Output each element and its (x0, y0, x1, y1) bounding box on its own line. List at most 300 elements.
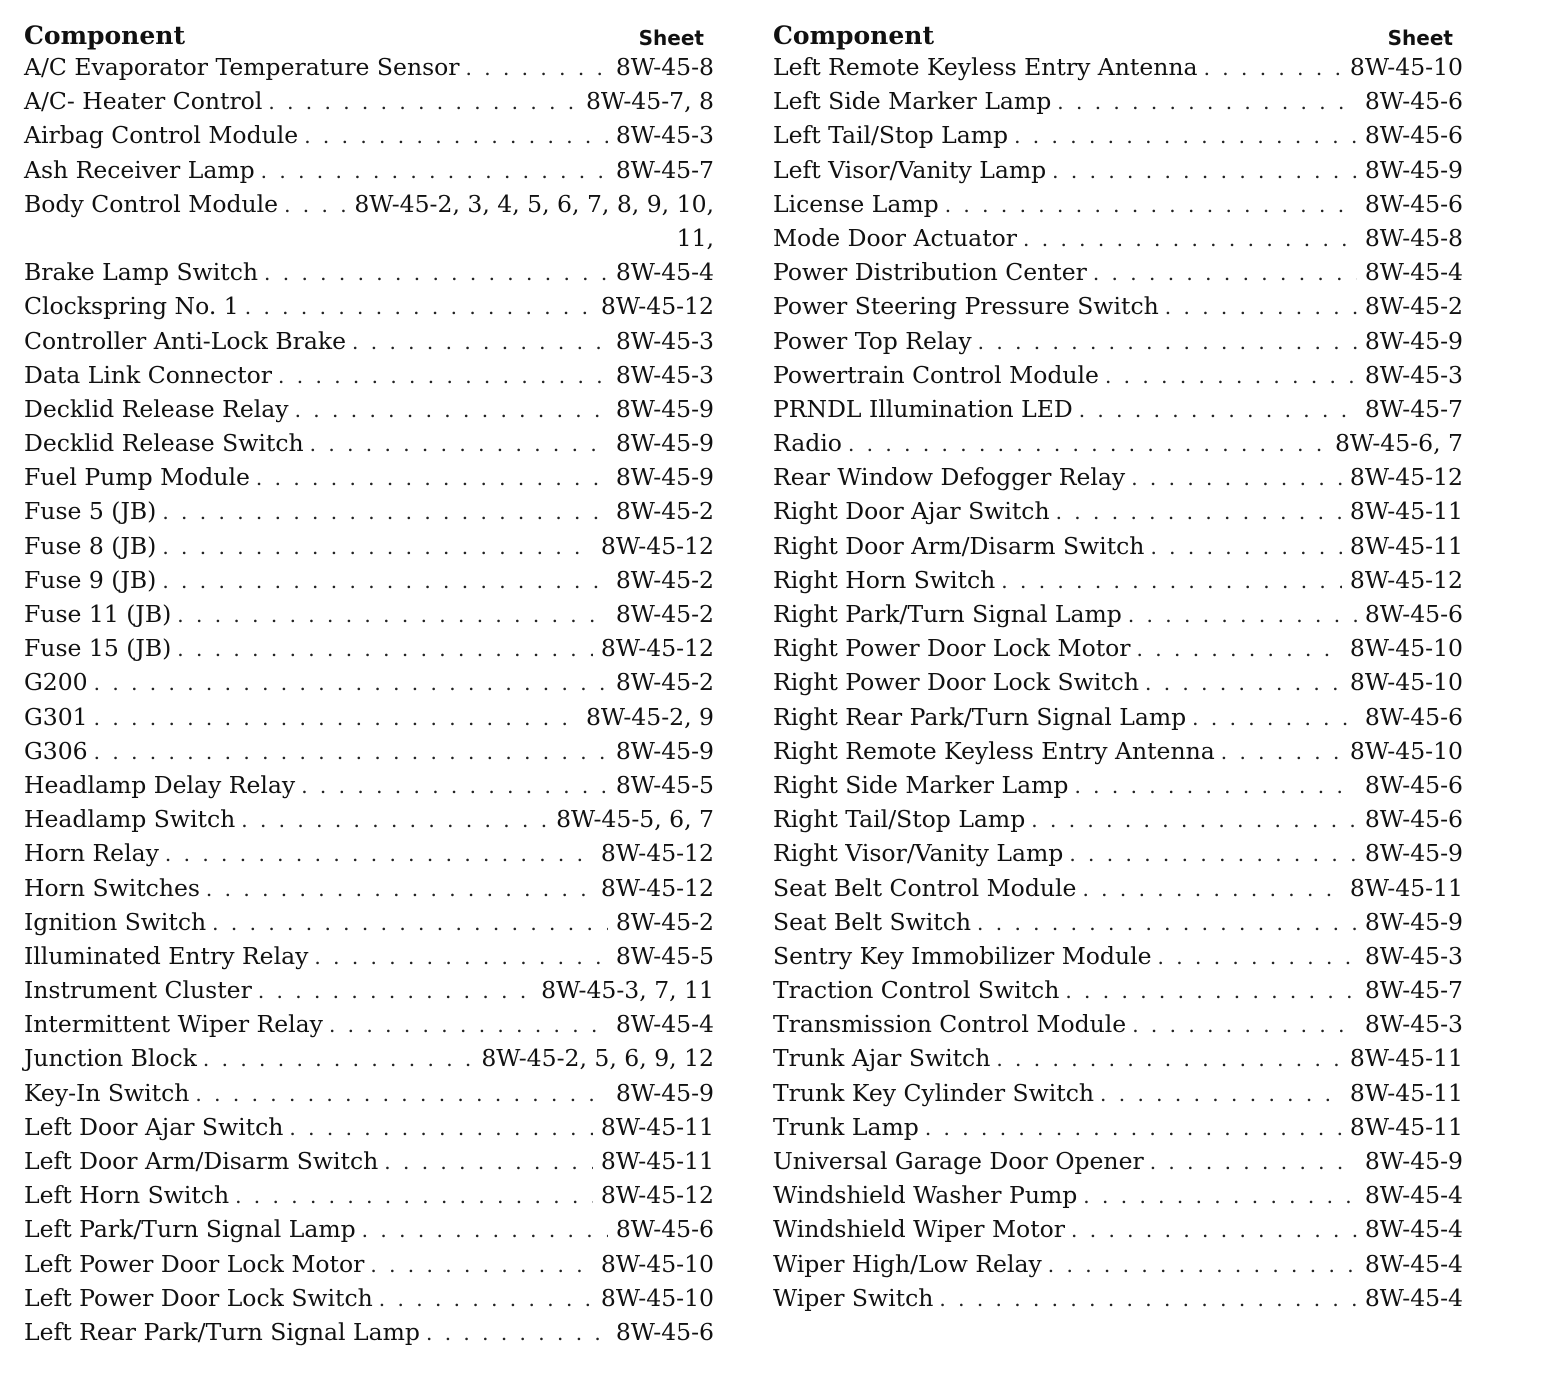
sheet-reference: 8W-45-4 (615, 1010, 714, 1039)
component-name: Universal Garage Door Opener (773, 1147, 1144, 1175)
list-item (773, 1041, 1463, 1075)
sheet-heading: Sheet (1387, 26, 1453, 50)
list-item (773, 836, 1463, 870)
component-name: Clockspring No. 1 (24, 292, 239, 321)
sheet-heading: Sheet (638, 26, 704, 50)
component-name: G301 (24, 702, 88, 731)
component-name: Left Tail/Stop Lamp (773, 121, 1009, 150)
dot-leader (241, 803, 548, 837)
dot-leader (165, 837, 593, 871)
dot-leader (1079, 393, 1357, 427)
list-item (24, 324, 714, 358)
dot-leader (264, 256, 608, 290)
sheet-reference: 8W-45-3, 7, 11 (541, 976, 714, 1005)
component-name: Key-In Switch (24, 1078, 190, 1107)
dot-leader (284, 188, 346, 222)
sheet-reference: 8W-45-4 (1364, 258, 1463, 287)
list-item (773, 392, 1463, 426)
component-name: Mode Door Actuator (773, 223, 1018, 252)
list-item (773, 563, 1463, 597)
dot-leader (177, 598, 608, 632)
list-item (24, 768, 714, 802)
dot-leader (1057, 85, 1357, 119)
sheet-reference: 8W-45-4 (1364, 1215, 1463, 1244)
list-item (24, 50, 714, 84)
list-item (773, 118, 1463, 152)
dot-leader (314, 940, 607, 974)
component-name: Instrument Cluster (24, 976, 252, 1005)
sheet-reference: 8W-45-7 (1364, 394, 1463, 423)
sheet-reference: 8W-45-11 (1349, 497, 1463, 526)
list-item (24, 597, 714, 631)
sheet-reference: 8W-45-4 (1364, 1283, 1463, 1312)
sheet-reference: 8W-45-11 (1349, 873, 1463, 902)
component-name: Fuse 9 (JB) (24, 565, 157, 594)
sheet-reference: 8W-45-6 (1364, 770, 1463, 799)
list-item (24, 905, 714, 939)
list-item (24, 118, 714, 152)
dot-leader (996, 1042, 1342, 1076)
sheet-reference: 8W-45-2 (615, 668, 714, 697)
component-list (24, 50, 714, 1349)
list-item (773, 221, 1463, 255)
component-name: Decklid Release Relay (24, 394, 289, 423)
component-name: Powertrain Control Module (773, 360, 1099, 389)
dot-leader (426, 1316, 608, 1350)
dot-leader (235, 1179, 593, 1213)
sheet-reference: 8W-45-9 (1364, 155, 1463, 184)
list-item (773, 597, 1463, 631)
dot-leader (1192, 701, 1357, 735)
list-item (773, 734, 1463, 768)
sheet-reference: 8W-45-9 (1364, 907, 1463, 936)
sheet-reference: 8W-45-9 (1364, 326, 1463, 355)
component-name: Trunk Ajar Switch (773, 1044, 991, 1073)
sheet-reference: 8W-45-4 (1364, 1249, 1463, 1278)
list-item (24, 871, 714, 905)
sheet-reference: 8W-45-10 (600, 1283, 714, 1312)
sheet-reference: 8W-45-9 (1364, 1147, 1463, 1175)
sheet-reference: 8W-45-7 (1364, 976, 1463, 1005)
component-name: Trunk Lamp (773, 1112, 919, 1141)
sheet-reference: 8W-45-2 (615, 600, 714, 628)
list-item (24, 1281, 714, 1315)
list-item (773, 905, 1463, 939)
dot-leader (1023, 222, 1357, 256)
component-name: Right Rear Park/Turn Signal Lamp (773, 702, 1187, 731)
component-name: Right Door Arm/Disarm Switch (773, 531, 1145, 560)
dot-leader (1105, 359, 1357, 393)
component-name: Brake Lamp Switch (24, 258, 259, 287)
component-name: Right Tail/Stop Lamp (773, 805, 1026, 834)
component-name: Left Power Door Lock Switch (24, 1283, 373, 1312)
dot-leader (1204, 51, 1342, 85)
dot-leader (978, 325, 1357, 359)
sheet-reference: 8W-45-9 (615, 1078, 714, 1107)
dot-leader (1137, 632, 1342, 666)
component-name: Headlamp Delay Relay (24, 770, 296, 799)
list-item (24, 289, 714, 323)
sheet-reference: 8W-45-2 (615, 565, 714, 594)
list-item (24, 358, 714, 392)
sheet-reference: 8W-45-10 (600, 1249, 714, 1278)
list-item (773, 50, 1463, 84)
component-name: Right Remote Keyless Entry Antenna (773, 736, 1215, 765)
sheet-reference: 8W-45-7 (615, 155, 714, 184)
sheet-reference: 8W-45-12 (600, 531, 714, 560)
dot-leader (1100, 1077, 1342, 1111)
component-name: Right Horn Switch (773, 565, 996, 594)
sheet-reference: 8W-45-7, 8 (585, 87, 714, 116)
component-name: Left Rear Park/Turn Signal Lamp (24, 1317, 420, 1346)
list-item (24, 460, 714, 494)
list-item (773, 358, 1463, 392)
sheet-reference: 8W-45-11 (1349, 1112, 1463, 1141)
component-name: A/C- Heater Control (24, 87, 263, 116)
list-item (24, 973, 714, 1007)
component-name: Controller Anti-Lock Brake (24, 326, 347, 355)
sheet-reference: 8W-45-2 (1364, 292, 1463, 321)
dot-leader (1014, 119, 1357, 153)
dot-leader (1131, 461, 1342, 495)
dot-leader (304, 119, 608, 153)
dot-leader (1150, 1145, 1357, 1179)
component-name: Power Steering Pressure Switch (773, 292, 1159, 321)
component-name: Left Remote Keyless Entry Antenna (773, 53, 1198, 81)
list-item (24, 1007, 714, 1041)
component-name: Left Side Marker Lamp (773, 87, 1052, 116)
component-name: Right Power Door Lock Motor (773, 634, 1131, 663)
dot-leader (1082, 872, 1341, 906)
component-name: G306 (24, 736, 88, 765)
list-item (773, 1144, 1463, 1178)
component-name: PRNDL Illumination LED (773, 394, 1073, 423)
component-name: Transmission Control Module (773, 1010, 1127, 1039)
dot-leader (1165, 290, 1357, 324)
list-item (24, 255, 714, 289)
sheet-reference: 8W-45-2 (615, 907, 714, 936)
sheet-reference: 8W-45-6 (615, 1215, 714, 1244)
list-item (773, 871, 1463, 905)
dot-leader (268, 85, 578, 119)
list-item (24, 187, 714, 221)
component-name: Decklid Release Switch (24, 429, 304, 458)
dot-leader (1074, 769, 1356, 803)
dot-leader (1052, 154, 1357, 188)
sheet-reference: 8W-45-9 (615, 736, 714, 765)
sheet-reference: 8W-45-10 (1349, 53, 1463, 81)
dot-leader (939, 1282, 1356, 1316)
list-item (773, 1281, 1463, 1315)
component-name: Horn Switches (24, 873, 200, 902)
list-item (24, 494, 714, 528)
component-name: Left Park/Turn Signal Lamp (24, 1215, 356, 1244)
sheet-reference: 8W-45-3 (1364, 941, 1463, 970)
sheet-reference: 11, (676, 223, 714, 252)
component-name: Left Power Door Lock Motor (24, 1249, 365, 1278)
component-name: Windshield Washer Pump (773, 1181, 1078, 1210)
sheet-reference: 8W-45-12 (600, 634, 714, 663)
component-name: Power Distribution Center (773, 258, 1087, 287)
list-item (773, 460, 1463, 494)
sheet-reference: 8W-45-3 (615, 360, 714, 389)
list-item (24, 1144, 714, 1178)
sheet-reference: 8W-45-3 (615, 326, 714, 355)
column-header (773, 16, 1463, 50)
list-item (773, 255, 1463, 289)
sheet-reference: 8W-45-11 (600, 1112, 714, 1141)
list-item (773, 324, 1463, 358)
component-name: Illuminated Entry Relay (24, 941, 309, 970)
list-item (24, 1110, 714, 1144)
list-item (773, 529, 1463, 563)
sheet-reference: 8W-45-5 (615, 770, 714, 799)
sheet-reference: 8W-45-9 (615, 394, 714, 423)
list-item (773, 1110, 1463, 1144)
sheet-reference: 8W-45-5, 6, 7 (556, 805, 714, 834)
dot-leader (278, 359, 608, 393)
list-item (773, 1076, 1463, 1110)
component-name: Right Door Ajar Switch (773, 497, 1050, 526)
sheet-reference: 8W-45-12 (1349, 463, 1463, 492)
list-item (773, 1212, 1463, 1246)
dot-leader (1132, 1008, 1357, 1042)
dot-leader (206, 872, 593, 906)
dot-leader (1001, 564, 1342, 598)
sheet-reference: 8W-45-8 (615, 53, 714, 81)
component-name: Left Visor/Vanity Lamp (773, 155, 1047, 184)
dot-leader (162, 530, 593, 564)
dot-leader (848, 427, 1327, 461)
sheet-reference: 8W-45-6, 7 (1334, 429, 1463, 458)
dot-leader (94, 701, 578, 735)
sheet-reference: 8W-45-3 (1364, 360, 1463, 389)
dot-leader (258, 974, 533, 1008)
sheet-reference: 8W-45-6 (1364, 702, 1463, 731)
dot-leader (1150, 530, 1341, 564)
component-name: Right Side Marker Lamp (773, 770, 1069, 799)
component-index-left-column (24, 16, 714, 1349)
dot-leader (261, 154, 608, 188)
list-item (24, 734, 714, 768)
list-item (24, 1041, 714, 1075)
list-item (773, 802, 1463, 836)
dot-leader (945, 188, 1357, 222)
component-heading: Component (773, 21, 934, 50)
component-name: Fuse 8 (JB) (24, 531, 157, 560)
component-name: A/C Evaporator Temperature Sensor (24, 53, 460, 81)
sheet-reference: 8W-45-6 (1364, 600, 1463, 628)
dot-leader (362, 1213, 608, 1247)
component-name: Right Power Door Lock Switch (773, 668, 1139, 697)
list-item (24, 1247, 714, 1281)
component-name: Body Control Module (24, 189, 279, 218)
sheet-reference: 8W-45-6 (1364, 87, 1463, 116)
component-name: Fuse 5 (JB) (24, 497, 157, 526)
dot-leader (94, 735, 608, 769)
component-name: Ash Receiver Lamp (24, 155, 255, 184)
component-name: Wiper High/Low Relay (773, 1249, 1042, 1278)
dot-leader (384, 1145, 593, 1179)
dot-leader (466, 51, 608, 85)
sheet-reference: 8W-45-11 (1349, 1044, 1463, 1073)
component-name: Power Top Relay (773, 326, 972, 355)
sheet-reference: 8W-45-4 (615, 258, 714, 287)
sheet-reference: 8W-45-4 (1364, 1181, 1463, 1210)
sheet-reference: 8W-45-12 (600, 1181, 714, 1210)
dot-leader (310, 427, 608, 461)
list-item (773, 426, 1463, 460)
component-name: Trunk Key Cylinder Switch (773, 1078, 1095, 1107)
list-item (24, 1212, 714, 1246)
list-item (24, 631, 714, 665)
sheet-reference: 8W-45-12 (600, 873, 714, 902)
sheet-reference: 8W-45-11 (1349, 531, 1463, 560)
sheet-reference: 8W-45-2, 5, 6, 9, 12 (481, 1044, 714, 1073)
sheet-reference: 8W-45-10 (1349, 736, 1463, 765)
dot-leader (329, 1008, 608, 1042)
list-item (24, 426, 714, 460)
sheet-reference: 8W-45-2, 9 (585, 702, 714, 731)
dot-leader (1048, 1248, 1357, 1282)
dot-leader (1158, 940, 1357, 974)
dot-leader (379, 1282, 593, 1316)
list-item (773, 494, 1463, 528)
component-name: Sentry Key Immobilizer Module (773, 941, 1152, 970)
component-name: Data Link Connector (24, 360, 273, 389)
sheet-reference: 8W-45-2, 3, 4, 5, 6, 7, 8, 9, 10, (354, 189, 714, 218)
sheet-reference: 8W-45-6 (615, 1317, 714, 1346)
dot-leader (295, 393, 608, 427)
component-name: Right Visor/Vanity Lamp (773, 839, 1064, 868)
sheet-reference: 8W-45-6 (1364, 121, 1463, 150)
list-item (24, 1315, 714, 1349)
component-name: G200 (24, 668, 88, 697)
list-item (773, 84, 1463, 118)
dot-leader (289, 1111, 592, 1145)
component-name: Right Park/Turn Signal Lamp (773, 600, 1122, 628)
list-item (24, 1178, 714, 1212)
dot-leader (977, 906, 1357, 940)
component-name: Left Door Arm/Disarm Switch (24, 1147, 379, 1175)
sheet-reference: 8W-45-11 (1349, 1078, 1463, 1107)
dot-leader (1056, 495, 1342, 529)
component-name: Airbag Control Module (24, 121, 299, 150)
component-name: Seat Belt Control Module (773, 873, 1077, 902)
list-item (773, 1178, 1463, 1212)
list-item (24, 665, 714, 699)
sheet-reference: 8W-45-11 (600, 1147, 714, 1175)
dot-leader (301, 769, 608, 803)
component-index-right-column (773, 16, 1463, 1315)
dot-leader (370, 1248, 593, 1282)
dot-leader (1065, 974, 1357, 1008)
list-item (773, 939, 1463, 973)
component-name: Rear Window Defogger Relay (773, 463, 1126, 492)
dot-leader (177, 632, 593, 666)
list-item (773, 289, 1463, 323)
dot-leader (1093, 256, 1357, 290)
component-name: Traction Control Switch (773, 976, 1060, 1005)
dot-leader (203, 1042, 473, 1076)
component-name: Left Door Ajar Switch (24, 1112, 284, 1141)
list-item (24, 153, 714, 187)
list-item (24, 529, 714, 563)
list-item (24, 939, 714, 973)
component-name: Fuel Pump Module (24, 463, 250, 492)
dot-leader (1145, 666, 1342, 700)
dot-leader (212, 906, 608, 940)
list-item (773, 153, 1463, 187)
sheet-reference: 8W-45-9 (1364, 839, 1463, 868)
list-item (24, 802, 714, 836)
dot-leader (1083, 1179, 1357, 1213)
dot-leader (162, 495, 608, 529)
dot-leader (1221, 735, 1342, 769)
dot-leader (94, 666, 608, 700)
component-heading: Component (24, 21, 185, 50)
component-name: Ignition Switch (24, 907, 207, 936)
dot-leader (1069, 837, 1357, 871)
component-list (773, 50, 1463, 1315)
dot-leader (1128, 598, 1357, 632)
list-item (773, 631, 1463, 665)
component-name: Intermittent Wiper Relay (24, 1010, 323, 1039)
sheet-reference: 8W-45-9 (615, 463, 714, 492)
list-item (24, 221, 714, 255)
list-item (773, 187, 1463, 221)
component-name: Junction Block (24, 1044, 197, 1073)
component-name: Radio (773, 429, 842, 458)
sheet-reference: 8W-45-6 (1364, 189, 1463, 218)
list-item (24, 700, 714, 734)
component-name: Wiper Switch (773, 1283, 934, 1312)
sheet-reference: 8W-45-2 (615, 497, 714, 526)
dot-leader (352, 325, 608, 359)
dot-leader (1071, 1213, 1357, 1247)
sheet-reference: 8W-45-10 (1349, 668, 1463, 697)
sheet-reference: 8W-45-3 (1364, 1010, 1463, 1039)
list-item (773, 1247, 1463, 1281)
list-item (24, 84, 714, 118)
dot-leader (195, 1077, 607, 1111)
dot-leader (256, 461, 608, 495)
component-name: Left Horn Switch (24, 1181, 230, 1210)
list-item (773, 973, 1463, 1007)
dot-leader (925, 1111, 1342, 1145)
sheet-reference: 8W-45-12 (600, 839, 714, 868)
component-name: Windshield Wiper Motor (773, 1215, 1066, 1244)
sheet-reference: 8W-45-10 (1349, 634, 1463, 663)
sheet-reference: 8W-45-6 (1364, 805, 1463, 834)
component-name: License Lamp (773, 189, 939, 218)
list-item (24, 1076, 714, 1110)
sheet-reference: 8W-45-12 (1349, 565, 1463, 594)
component-name: Seat Belt Switch (773, 907, 972, 936)
list-item (773, 768, 1463, 802)
list-item (24, 563, 714, 597)
component-name: Fuse 11 (JB) (24, 600, 172, 628)
sheet-reference: 8W-45-8 (1364, 223, 1463, 252)
component-name: Fuse 15 (JB) (24, 634, 172, 663)
sheet-reference: 8W-45-9 (615, 429, 714, 458)
list-item (773, 1007, 1463, 1041)
component-name: Horn Relay (24, 839, 159, 868)
list-item (773, 700, 1463, 734)
list-item (24, 392, 714, 426)
sheet-reference: 8W-45-5 (615, 941, 714, 970)
dot-leader (162, 564, 608, 598)
